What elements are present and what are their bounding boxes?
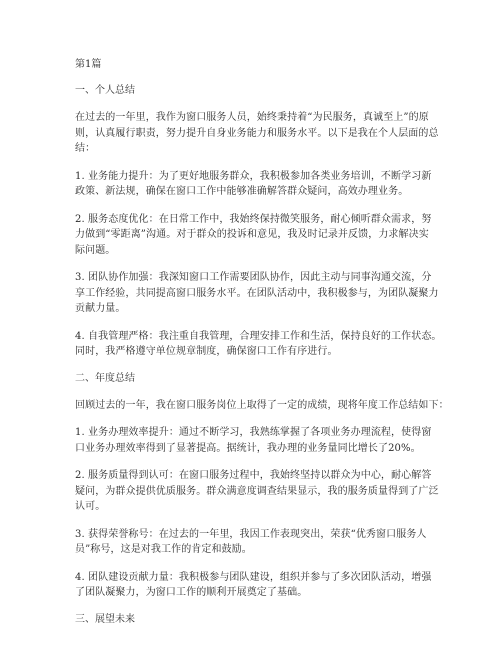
section-heading: 二、年度总结 xyxy=(75,372,135,384)
document-body xyxy=(75,84,449,639)
paragraph-line: 员”称号，这是对我工作的肯定和鼓励。 xyxy=(75,544,252,555)
paragraph-line: 力做到“零距离”沟通。对于群众的投诉和意见，我及时记录并反馈，力求解决实 xyxy=(75,229,429,240)
paragraph-line: 了团队凝聚力，为窗口工作的顺利开展奠定了基础。 xyxy=(75,587,308,598)
paragraph-line: 2. 服务态度优化：在日常工作中，我始终保持微笑服务，耐心倾听群众需求，努 xyxy=(75,213,432,225)
paragraph-line: 疑问，为群众提供优质服务。群众满意度调查结果显示，我的服务质量得到了广泛 xyxy=(75,485,439,497)
paragraph xyxy=(75,169,435,200)
document-page xyxy=(75,58,449,639)
paragraph xyxy=(75,212,435,259)
paragraph xyxy=(75,570,435,601)
paragraph xyxy=(75,270,439,317)
paragraph-line: 政策、新法规，确保在窗口工作中能够准确解答群众疑问，高效办理业务。 xyxy=(75,186,409,197)
paragraph-line: 则，认真履行职责，努力提升自身业务能力和服务水平。以下是我在个人层面的总 xyxy=(75,127,439,139)
section-heading: 三、展望未来 xyxy=(75,613,135,625)
paragraph-line: 3. 团队协作加强：我深知窗口工作需要团队协作，因此主动与同事沟通交流，分 xyxy=(75,272,432,283)
paragraph-line: 贡献力量。 xyxy=(75,303,126,314)
paragraph-line: 1. 业务能力提升：为了更好地服务群众，我积极参加各类业务培训，不断学习新 xyxy=(75,170,432,182)
paragraph-line: 结： xyxy=(75,143,96,154)
paragraph xyxy=(75,329,442,360)
paragraph-line: 际问题。 xyxy=(75,244,116,256)
paragraph xyxy=(75,527,435,558)
paragraph-line: 口业务办理效率得到了显著提高。据统计，我办理的业务量同比增长了20%。 xyxy=(75,442,421,454)
paragraph-line: 享工作经验，共同提高窗口服务水平。在团队活动中，我积极参与，为团队凝聚力 xyxy=(75,287,439,299)
paragraph-line: 3. 获得荣誉称号：在过去的一年里，我因工作表现突出，荣获“优秀窗口服务人 xyxy=(75,528,427,540)
paragraph-line: 回顾过去的一年，我在窗口服务岗位上取得了一定的成绩，现将年度工作总结如下： xyxy=(75,399,449,411)
paragraph xyxy=(75,468,439,515)
paragraph xyxy=(75,398,449,414)
paragraph-line: 在过去的一年里，我作为窗口服务人员，始终秉持着“为民服务，真诚至上”的原 xyxy=(75,112,429,123)
part-label: 第1篇 xyxy=(75,59,102,70)
paragraph xyxy=(75,110,439,157)
section-heading: 一、个人总结 xyxy=(75,85,135,96)
paragraph-line: 认可。 xyxy=(75,501,106,512)
paragraph-line: 1. 业务办理效率提升：通过不断学习，我熟练掌握了各项业务办理流程，使得窗 xyxy=(75,427,432,438)
paragraph xyxy=(75,425,435,456)
paragraph-line: 2. 服务质量得到认可：在窗口服务过程中，我始终坚持以群众为中心，耐心解答 xyxy=(75,470,432,481)
paragraph-line: 同时，我严格遵守单位规章制度，确保窗口工作有序进行。 xyxy=(75,346,338,357)
paragraph-line: 4. 自我管理严格：我注重自我管理，合理安排工作和生活，保持良好的工作状态。 xyxy=(75,330,442,342)
paragraph-line: 4. 团队建设贡献力量：我积极参与团队建设，组织并参与了多次团队活动，增强 xyxy=(75,571,432,583)
